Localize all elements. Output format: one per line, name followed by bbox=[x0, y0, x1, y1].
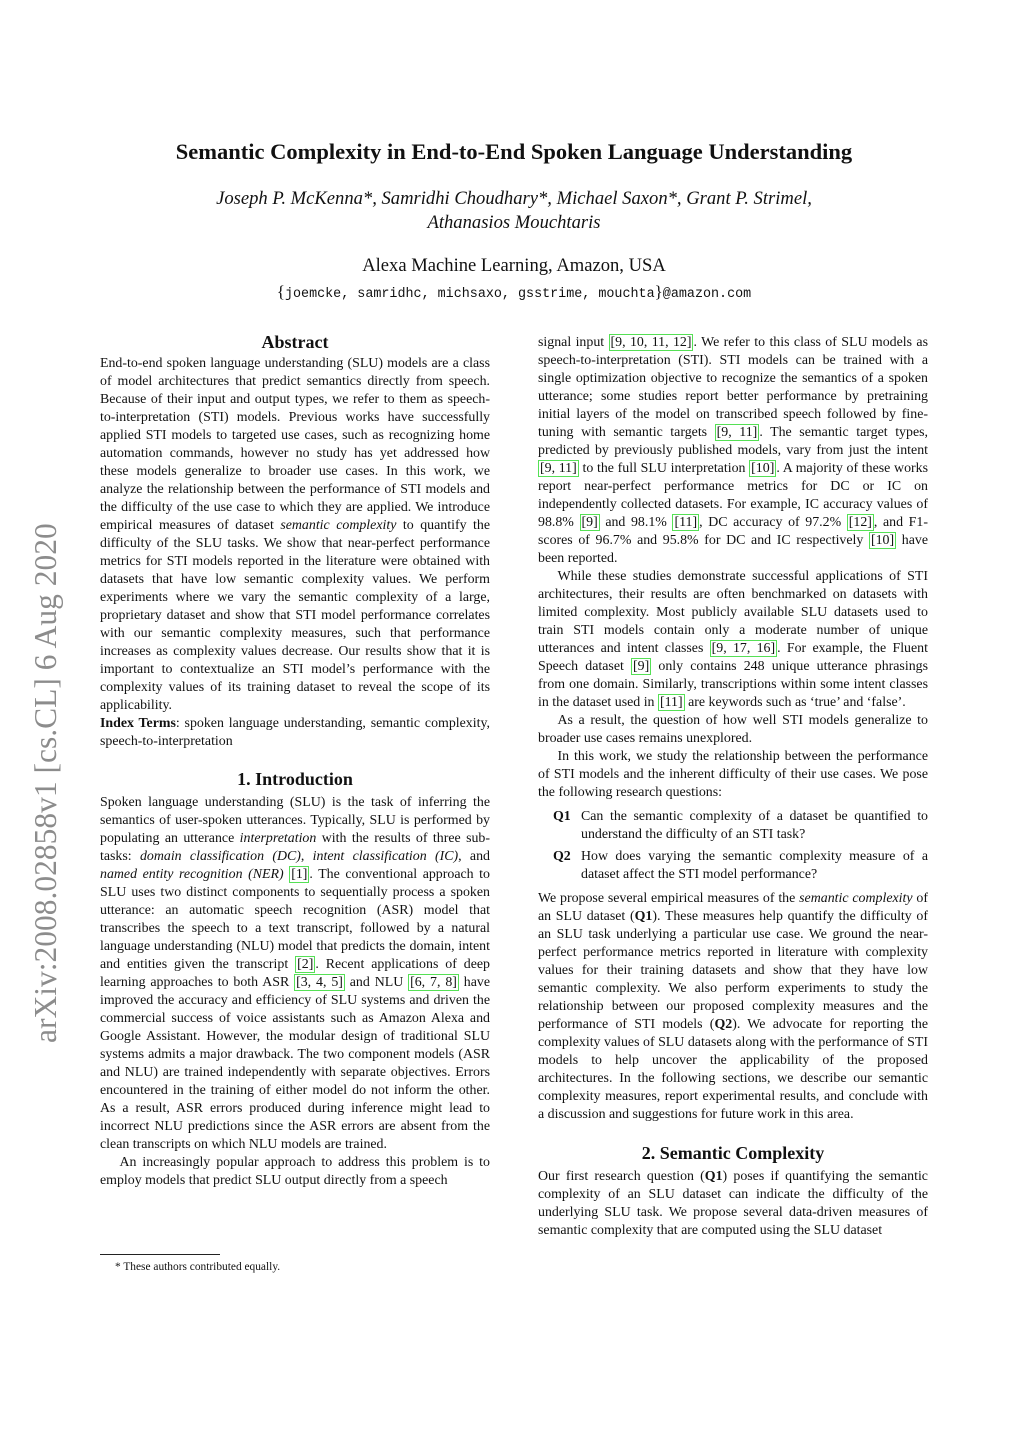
right-paragraph-5: We propose several empirical measures of the semantic complexity of an SLU dataset (Q1). These measures help quantify the difficulty of an SLU task underlying a particular use case. We ground the near-perfect performance metrics reported in literature with complexity values for their training datasets and show that they have low semantic complexity. We also perform experiments to study the relationship between our proposed complexity measures and the performance of STI models (Q2). We advocate for reporting the complexity values of SLU datasets along with the performance of STI models to help uncover the applicability of the proposed architectures. In the following sections, we describe our semantic complexity measures, report experimental results, and conclude with a discussion and suggestions for future work in this area. bbox=[538, 891, 928, 1122]
affiliation: Alexa Machine Learning, Amazon, USA bbox=[362, 255, 666, 276]
arxiv-identifier: arXiv:2008.02858v1 [cs.CL] 6 Aug 2020 bbox=[28, 523, 63, 1043]
citation-link[interactable]: [9, 17, 16] bbox=[711, 641, 776, 656]
abstract-heading: Abstract bbox=[261, 332, 329, 352]
left-column bbox=[100, 333, 490, 1190]
right-paragraph-4: In this work, we study the relationship between the performance of STI models and the inherent difficulty of their use cases. We pose the following research questions: bbox=[538, 749, 928, 800]
right-paragraph-6: Our first research question (Q1) poses if quantifying the semantic complexity of an SLU dataset can indicate the difficulty of the underlying SLU task. We propose several data-driven measures of semantic complexity that are computed using the SLU dataset bbox=[538, 1169, 928, 1238]
research-question-1: Q1 Can the semantic complexity of a dataset be quantified to understand the difficulty of an STI task? bbox=[553, 809, 928, 842]
intro-paragraph-1: Spoken language understanding (SLU) is the task of inferring the semantics of user-spoken utterances. Typically, SLU is performed by populating an utterance interpretation with the results of three sub-tasks: domain classification (DC), intent classification (IC), and named entity recognition (NER) [1] . The conventional approach to SLU uses two distinct components to sequentially process a spoken utterance: an automatic speech recognition (ASR) model that transcribes the speech to a text transcript, followed by a natural language understanding (NLU) model that predicts the domain, intent and entities given the transcript [2] . Recent applications of deep learning approaches to both ASR [3, 4, 5] and NLU [6, 7, 8] have improved the accuracy and efficiency of SLU systems and driven the commercial success of voice assistants such as Amazon Alexa and Google Assistant. However, the modular design of traditional SLU systems admits a major drawback. The two component models (ASR and NLU) are trained independently with separate objectives. Errors encountered in the training of either model do not inform the other. As a result, ASR errors produced during inference might lead to incorrect NLU predictions since the ASR errors are absent from the clean transcripts on which NLU models are trained. bbox=[100, 795, 491, 1152]
intro-paragraph-2: An increasingly popular approach to address this problem is to employ models that predict SLU output directly from a speech bbox=[100, 1155, 490, 1188]
arxiv-margin-stamp bbox=[4, 455, 84, 1045]
introduction-heading: 1. Introduction bbox=[237, 769, 353, 789]
index-terms: Index Terms: spoken language understanding, semantic complexity, speech-to-interpretation bbox=[100, 716, 490, 749]
citation-link[interactable]: [9, 11] bbox=[540, 461, 577, 476]
citation-link[interactable]: [10] bbox=[751, 461, 775, 476]
citation-link[interactable]: [12] bbox=[848, 515, 872, 530]
author-line-1: Joseph P. McKenna*, Samridhi Choudhary*, Michael Saxon*, Grant P. Strimel, bbox=[216, 188, 812, 209]
right-paragraph-2: While these studies demonstrate successful applications of STI architectures, their results are often benchmarked on datasets with limited complexity. Most publicly available SLU datasets used to train STI models contain only a moderate number of unique utterances and intent classes [9, 17, 16] . For example, the Fluent Speech dataset [9] only contains 248 unique utterance phrasings from one domain. Similarly, transcriptions within some intent classes in the dataset used in [11] are keywords such as ‘true’ and ‘false’. bbox=[538, 569, 928, 710]
abstract-text: End-to-end spoken language understanding (SLU) models are a class of model architectures that predict semantics directly from speech. Because of their input and output types, we refer to them as speech-to-interpretation (STI) models. Previous works have successfully applied STI models to targeted use cases, such as recognizing home automation commands, however no study has yet addressed how these models generalize to broader use cases. In this work, we analyze the relationship between the performance of STI models and the difficulty of the use case to which they are applied. We introduce empirical measures of dataset semantic complexity to quantify the difficulty of the SLU tasks. We show that near-perfect performance metrics for STI models reported in the literature were obtained with datasets that have low semantic complexity values. We perform experiments where we vary the semantic complexity of a large, proprietary dataset and show that STI model performance correlates with our semantic complexity measures, such that performance increases as complexity values decrease. Our results show that it is important to contextualize an STI model’s performance with the complexity values of its training dataset to reveal the scope of its applicability. bbox=[100, 356, 490, 713]
email-handles: joemcke, samridhc, michsaxo, gsstrime, mouchta bbox=[284, 287, 655, 302]
author-emails: {joemcke, samridhc, michsaxo, gsstrime, mouchta}@amazon.com bbox=[276, 282, 752, 302]
citation-link[interactable]: [10] bbox=[870, 533, 895, 548]
footnote-rule bbox=[100, 1254, 220, 1255]
citation-link[interactable]: [9, 10, 11, 12] bbox=[610, 335, 692, 350]
author-list bbox=[100, 187, 928, 235]
email-domain: @amazon.com bbox=[662, 287, 752, 302]
citation-link[interactable]: [9] bbox=[581, 515, 598, 530]
citation-link[interactable]: [9, 11] bbox=[716, 425, 758, 440]
citation-link[interactable]: [11] bbox=[659, 695, 683, 710]
right-paragraph-3: As a result, the question of how well STI models generalize to broader use cases remains unexplored. bbox=[538, 713, 928, 746]
semantic-complexity-heading: 2. Semantic Complexity bbox=[641, 1143, 825, 1163]
citation-link[interactable]: [2] bbox=[297, 957, 314, 972]
citation-link[interactable]: [6, 7, 8] bbox=[410, 975, 457, 990]
right-column bbox=[538, 334, 928, 1240]
paper-title: Semantic Complexity in End-to-End Spoken Language Understanding bbox=[175, 139, 853, 164]
citation-link[interactable]: [1] bbox=[291, 867, 308, 882]
research-question-2: Q2 How does varying the semantic complexity measure of a dataset affect the STI model performance? bbox=[553, 849, 928, 882]
right-paragraph-1: signal input [9, 10, 11, 12] . We refer to this class of SLU models as speech-to-interpretation (STI). STI models can be trained with a single optimization objective to recognize the semantics of a spoken utterance; some studies report better performance by pretraining initial layers of the model on transcribed speech followed by fine-tuning with semantic targets [9, 11] . The semantic target types, predicted by previously published models, vary from just the intent [9, 11] to the full SLU interpretation [10] . A majority of these works report near-perfect performance metrics for DC or IC on independently collected datasets. For example, IC accuracy values of 98.8% [9] and 98.1% [11] , DC accuracy of 97.2% [12] , and F1-scores of 96.7% and 95.8% for DC and IC respectively [10] have been reported. bbox=[538, 335, 928, 566]
citation-link[interactable]: [3, 4, 5] bbox=[296, 975, 343, 990]
footnote: * These authors contributed equally. bbox=[115, 1261, 281, 1273]
citation-link[interactable]: [9] bbox=[633, 659, 650, 674]
author-line-2: Athanasios Mouchtaris bbox=[427, 212, 601, 233]
citation-link[interactable]: [11] bbox=[674, 515, 698, 530]
